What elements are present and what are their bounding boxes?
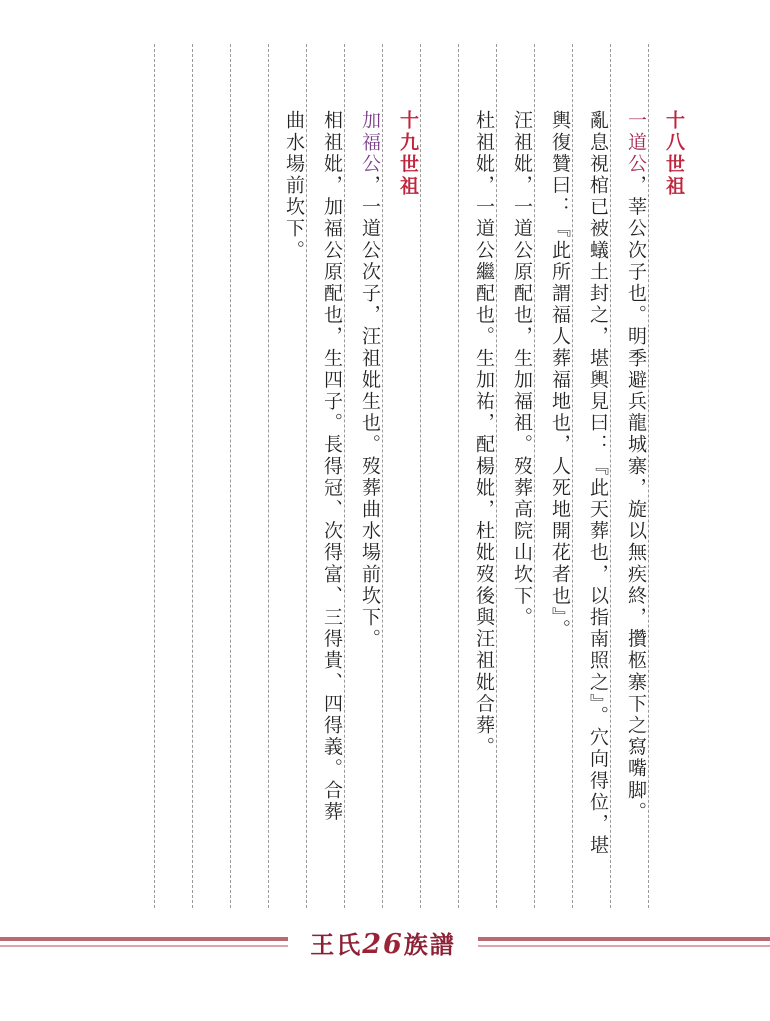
text-column <box>579 110 617 857</box>
generation-heading: 十八世祖 <box>663 110 685 198</box>
footer-prefix: 王氏 <box>310 930 363 959</box>
column-rule <box>192 44 193 908</box>
column-rule <box>230 44 231 908</box>
text-column <box>275 110 313 261</box>
body-text: 汪祖妣，一道公原配也，生加福祖。歿葬高院山坎下。 <box>511 110 533 629</box>
body-text: 亂息視棺已被蟻土封之，堪輿見曰：『此天葬也，以指南照之』。穴向得位，堪 <box>587 110 609 857</box>
footer-title <box>288 927 478 963</box>
column-rule <box>458 44 459 908</box>
ancestor-name: 一道公 <box>625 110 647 175</box>
footer-suffix: 族譜 <box>403 930 456 959</box>
body-text: 曲水場前坎下。 <box>283 110 305 262</box>
page-footer <box>0 925 770 965</box>
column-rule <box>268 44 269 908</box>
ancestor-name: 加福公 <box>359 110 381 175</box>
body-text: 輿復贊曰：『此所謂福人葬福地也，人死地開花者也』。 <box>549 110 571 641</box>
text-column <box>465 110 503 758</box>
text-column <box>313 110 351 823</box>
body-text: 相祖妣，加福公原配也，生四子。長得冠、次得富、三得貴、四得義。合葬 <box>321 110 343 823</box>
text-column <box>351 110 389 650</box>
text-column <box>503 110 541 628</box>
text-column <box>617 110 655 823</box>
body-text: 杜祖妣，一道公繼配也。生加祐，配楊妣，杜妣歿後與汪祖妣合葬。 <box>473 110 495 758</box>
column-rule <box>154 44 155 908</box>
generation-heading: 十九世祖 <box>397 110 419 198</box>
text-column <box>541 110 579 641</box>
body-text: ，莘公次子也。明季避兵龍城寨，旋以無疾終，攢柩寨下之寫嘴脚。 <box>625 174 647 823</box>
text-column <box>389 110 427 198</box>
text-column <box>655 110 693 198</box>
footer-number: 26 <box>362 929 404 960</box>
body-text: ，一道公次子，汪祖妣生也。歿葬曲水場前坎下。 <box>359 174 381 651</box>
